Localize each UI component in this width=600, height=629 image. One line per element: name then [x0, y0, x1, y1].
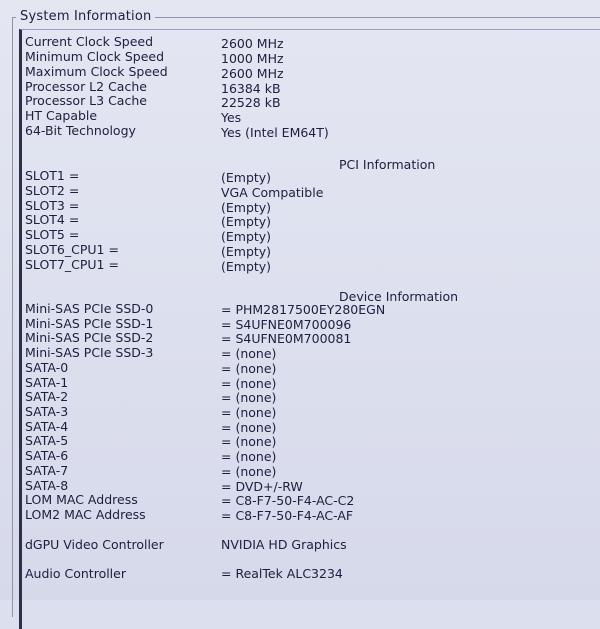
device-label: Mini-SAS PCIe SSD-1 [25, 316, 154, 331]
pci-slot-label: SLOT5 = [25, 227, 80, 242]
lom2-mac-address-value: = C8-F7-50-F4-AC-AF [221, 508, 354, 523]
device-value: = DVD+/-RW [221, 479, 303, 494]
audio-controller-label: Audio Controller [25, 566, 126, 581]
device-value: = (none) [221, 376, 277, 391]
device-value: = PHM2817500EY280EGN [221, 302, 386, 317]
device-label: Mini-SAS PCIe SSD-3 [25, 345, 154, 360]
ht-capable-label: HT Capable [25, 108, 98, 123]
pci-slot-value: (Empty) [221, 214, 272, 229]
audio-controller-value: = RealTek ALC3234 [221, 566, 343, 581]
device-label: SATA-3 [25, 404, 69, 419]
pci-slot-label: SLOT2 = [25, 183, 80, 198]
device-label: SATA-7 [25, 463, 69, 478]
device-value: = (none) [221, 390, 277, 405]
current-clock-speed-label: Current Clock Speed [25, 34, 154, 49]
device-label: SATA-5 [25, 433, 69, 448]
pci-slot-value: (Empty) [221, 200, 272, 215]
l3-cache-label: Processor L3 Cache [25, 93, 147, 108]
l3-cache-value: 22528 kB [221, 95, 281, 110]
ht-capable-value: Yes [221, 110, 242, 125]
device-label: SATA-8 [25, 478, 69, 493]
64bit-technology-value: Yes (Intel EM64T) [221, 125, 329, 140]
pci-slot-value: VGA Compatible [221, 185, 324, 200]
pci-slot-label: SLOT7_CPU1 = [25, 257, 119, 272]
device-value: = (none) [221, 464, 277, 479]
pci-slot-value: (Empty) [221, 170, 272, 185]
device-label: SATA-0 [25, 360, 69, 375]
device-label: Mini-SAS PCIe SSD-0 [25, 301, 154, 316]
pci-slot-label: SLOT1 = [25, 168, 80, 183]
pci-slot-label: SLOT6_CPU1 = [25, 242, 119, 257]
l2-cache-label: Processor L2 Cache [25, 79, 147, 94]
pci-slot-label: SLOT3 = [25, 198, 80, 213]
maximum-clock-speed-label: Maximum Clock Speed [25, 64, 168, 79]
pci-slot-label: SLOT4 = [25, 212, 80, 227]
device-value: = (none) [221, 449, 277, 464]
device-label: SATA-6 [25, 448, 69, 463]
64bit-technology-label: 64-Bit Technology [25, 123, 136, 138]
lom-mac-address-label: LOM MAC Address [25, 492, 138, 507]
lom-mac-address-value: = C8-F7-50-F4-AC-C2 [221, 493, 355, 508]
pci-slot-value: (Empty) [221, 259, 272, 274]
device-value: = (none) [221, 405, 277, 420]
pci-slot-value: (Empty) [221, 229, 272, 244]
minimum-clock-speed-label: Minimum Clock Speed [25, 49, 165, 64]
device-value: = S4UFNE0M700096 [221, 317, 352, 332]
dgpu-video-controller-value: NVIDIA HD Graphics [221, 537, 347, 552]
pci-information-title: PCI Information [339, 157, 436, 172]
maximum-clock-speed-value: 2600 MHz [221, 66, 284, 81]
device-value: = (none) [221, 361, 277, 376]
lom2-mac-address-label: LOM2 MAC Address [25, 507, 146, 522]
group-title: System Information [16, 9, 155, 24]
minimum-clock-speed-value: 1000 MHz [221, 51, 284, 66]
l2-cache-value: 16384 kB [221, 81, 281, 96]
device-value: = (none) [221, 346, 277, 361]
device-label: SATA-1 [25, 375, 69, 390]
current-clock-speed-value: 2600 MHz [221, 36, 284, 51]
device-label: SATA-2 [25, 389, 69, 404]
device-label: Mini-SAS PCIe SSD-2 [25, 330, 154, 345]
device-value: = (none) [221, 434, 277, 449]
device-information-title: Device Information [339, 289, 459, 304]
device-value: = (none) [221, 420, 277, 435]
device-value: = S4UFNE0M700081 [221, 331, 352, 346]
dgpu-video-controller-label: dGPU Video Controller [25, 537, 164, 552]
device-label: SATA-4 [25, 419, 69, 434]
pci-slot-value: (Empty) [221, 244, 272, 259]
